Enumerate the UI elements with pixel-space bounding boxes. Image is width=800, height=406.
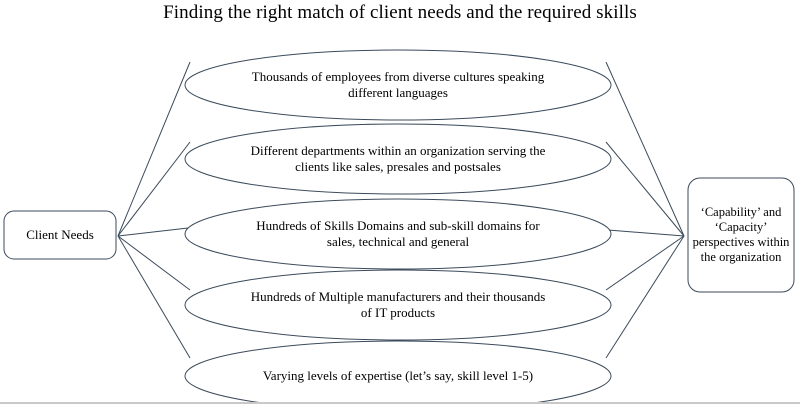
connector-client-to-expertise	[118, 236, 190, 358]
skills-domains-ellipse[interactable]	[185, 199, 611, 269]
departments-label: Different departments within an organization serving the clients like sales, presales and postsales	[250, 143, 546, 174]
expertise-levels-label: Varying levels of expertise (let’s say, skill level 1-5)	[262, 368, 534, 383]
departments-ellipse[interactable]	[185, 124, 611, 194]
connector-employees-to-capability	[606, 62, 684, 236]
manufacturers-label: Hundreds of Multiple manufacturers and their thousands of IT products	[250, 289, 546, 320]
connector-client-to-employees	[118, 62, 190, 236]
connector-departments-to-capability	[606, 142, 684, 236]
connector-manufacturers-to-capability	[606, 236, 684, 290]
skills-domains-label: Hundreds of Skills Domains and sub-skill domains for sales, technical and general	[256, 218, 540, 249]
connector-lines-right	[606, 62, 684, 358]
page-title: Finding the right match of client needs and the required skills	[163, 2, 637, 23]
client-needs-box[interactable]	[4, 211, 116, 259]
employees-cultures-ellipse[interactable]	[185, 50, 611, 120]
employees-cultures-label: Thousands of employees from diverse cultures speaking different languages	[251, 69, 545, 100]
connector-skills-to-capability	[608, 230, 684, 236]
connector-client-to-skills	[118, 228, 188, 236]
connector-expertise-to-capability	[606, 236, 684, 358]
capability-capacity-box[interactable]	[688, 178, 794, 292]
expertise-levels-ellipse[interactable]	[185, 341, 611, 404]
capability-capacity-label: ‘Capability’ and ‘Capacity’ perspectives within the organization	[692, 205, 790, 264]
client-needs-label: Client Needs	[26, 227, 94, 242]
connector-client-to-manufacturers	[118, 236, 190, 290]
connector-lines-left	[118, 62, 190, 358]
manufacturers-ellipse[interactable]	[185, 270, 611, 340]
connector-client-to-departments	[118, 142, 190, 236]
